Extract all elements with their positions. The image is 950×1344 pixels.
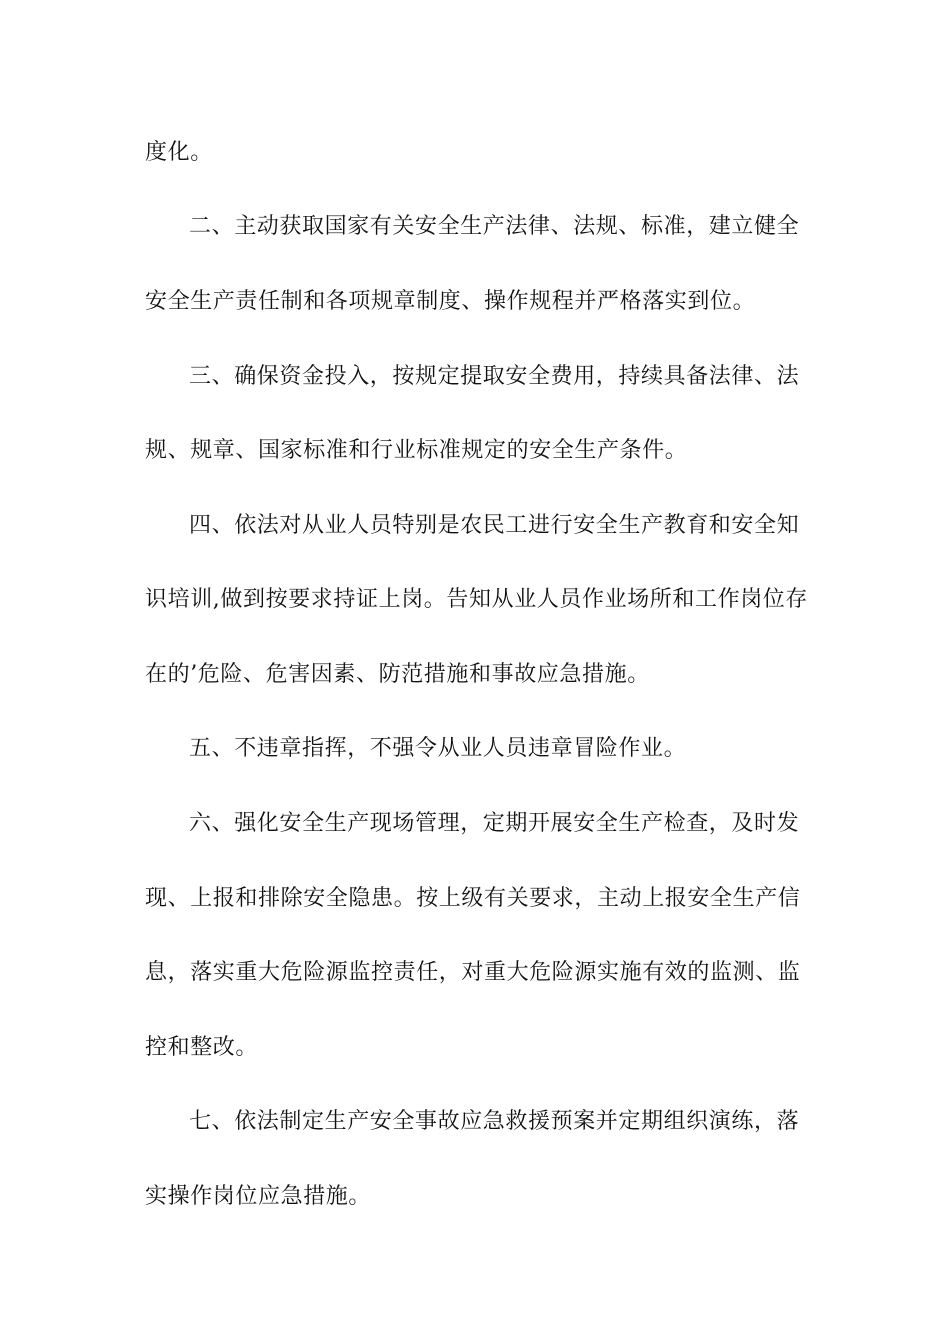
text-line-5: 规、规章、国家标准和行业标准规定的安全生产条件。 [145, 438, 688, 463]
text-line-14: 七、依法制定生产安全事故应急救援预案并定期组织演练，落 [189, 1109, 800, 1134]
text-line-12: 息，落实重大危险源监控责任，对重大危险源实施有效的监测、监 [145, 960, 801, 985]
text-line-2: 二、主动获取国家有关安全生产法律、法规、标准，建立健全 [189, 214, 800, 239]
text-line-9: 五、不违章指挥，不强令从业人员违章冒险作业。 [189, 736, 687, 761]
text-line-8: 在的’危险、危害因素、防范措施和事故应急措施。 [145, 662, 650, 687]
text-line-7: 识培训,做到按要求持证上岗。告知从业人员作业场所和工作岗位存 [145, 587, 808, 612]
text-line-3: 安全生产责任制和各项规章制度、操作规程并严格落实到位。 [145, 289, 756, 314]
text-line-11: 现、上报和排除安全隐患。按上级有关要求，主动上报安全生产信 [145, 886, 801, 911]
text-line-1: 度化。 [145, 140, 213, 165]
text-line-10: 六、强化安全生产现场管理，定期开展安全生产检查，及时发 [189, 811, 800, 836]
text-line-4: 三、确保资金投入，按规定提取安全费用，持续具备法律、法 [189, 364, 800, 389]
text-line-15: 实操作岗位应急措施。 [145, 1184, 372, 1209]
text-line-6: 四、依法对从业人员特别是农民工进行安全生产教育和安全知 [189, 513, 800, 538]
text-line-13: 控和整改。 [145, 1035, 259, 1060]
